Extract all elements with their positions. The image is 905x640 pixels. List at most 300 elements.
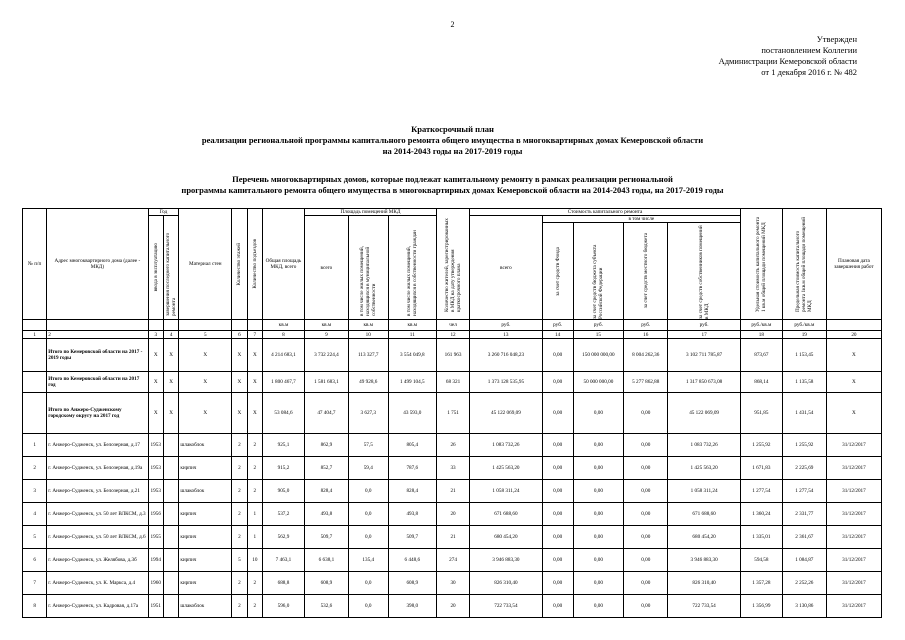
unit-cell: руб. (624, 320, 668, 331)
table-cell: 688,8 (263, 572, 305, 595)
table-cell: 30 (437, 572, 470, 595)
unit-cell: руб./кв.м (740, 320, 782, 331)
table-cell: 1 671,83 (740, 457, 782, 480)
table-cell: 2 (232, 434, 247, 457)
table-cell: г. Анжеро-Судженск, ул. Желябова, д.3б (47, 549, 148, 572)
table-row (23, 572, 882, 595)
table-cell: 7 463,1 (263, 549, 305, 572)
table-cell: 31/12/2017 (826, 572, 881, 595)
table-cell: 1 153,45 (782, 339, 826, 372)
table-cell: 1 373 128 535,95 (470, 372, 543, 393)
unit-cell: кв.м (304, 320, 348, 331)
table-cell: 20 (437, 595, 470, 618)
unit-cell: руб. (573, 320, 624, 331)
table-cell: 31/12/2017 (826, 595, 881, 618)
table-cell: 1 425 563,20 (668, 457, 741, 480)
table-cell: 2 (23, 457, 47, 480)
table-cell: 47 404,7 (304, 393, 348, 434)
table-cell: 0,00 (624, 549, 668, 572)
table-cell: 7 (247, 331, 262, 339)
header-unit-cost: Удельная стоимость капитального ремонта 1 кв.м общей площади помещений МКД (740, 209, 782, 320)
table-cell: 1 751 (437, 393, 470, 434)
table-cell (23, 393, 47, 434)
table-cell: X (232, 372, 247, 393)
table-cell: 537,2 (263, 503, 305, 526)
table-cell: 4 (23, 503, 47, 526)
table-cell: 3 554 049,8 (388, 339, 436, 372)
table-cell (163, 434, 178, 457)
table-cell: 31/12/2017 (826, 434, 881, 457)
table-cell: шлакоблок (179, 480, 232, 503)
table-cell: 1 499 104,5 (388, 372, 436, 393)
table-cell: X (232, 339, 247, 372)
header-year-built: ввода в эксплуатацию (148, 216, 163, 320)
table-cell: 3 946 883,30 (470, 549, 543, 572)
table-cell: 31/12/2017 (826, 526, 881, 549)
table-cell: 2 (247, 434, 262, 457)
table-cell: кирпич (179, 526, 232, 549)
table-cell: 0,00 (573, 457, 624, 480)
title-line: на 2014-2043 годы на 2017-2019 годы (382, 146, 523, 156)
table-cell: 53 084,6 (263, 393, 305, 434)
table-cell: 6 638,1 (304, 549, 348, 572)
approval-line: Утвержден (816, 34, 857, 44)
table-cell: 1 (247, 526, 262, 549)
table-cell: 59,4 (348, 457, 388, 480)
table-cell: 0,00 (624, 434, 668, 457)
approval-line: постановлением Коллегии (761, 45, 857, 55)
table-cell: X (247, 339, 262, 372)
page-number: 2 (450, 20, 455, 29)
table-cell: 0,00 (542, 457, 573, 480)
table-cell: 0,00 (573, 549, 624, 572)
table-cell: 868,14 (740, 372, 782, 393)
table-cell: 862,9 (304, 434, 348, 457)
table-cell: г. Анжеро-Судженск, ул. Кадровая, д.17а (47, 595, 148, 618)
table-cell: 6 (232, 331, 247, 339)
table-cell: Итого по Анжеро-Судженскому городскому округу на 2017 год (47, 393, 148, 434)
table-cell: 0,00 (542, 595, 573, 618)
table-cell: 3 (148, 331, 163, 339)
table-cell: 15 (573, 331, 624, 339)
table-cell: 11 (388, 331, 436, 339)
table-cell: 3 102 711 785,87 (668, 339, 741, 372)
total-row (23, 372, 882, 393)
table-cell: 852,7 (304, 457, 348, 480)
table-cell: 6 448,6 (388, 549, 436, 572)
table-cell: 0,00 (542, 434, 573, 457)
table-cell: 1 084,87 (782, 549, 826, 572)
total-row (23, 339, 882, 372)
header-residents: Количество жителей, зарегистрированных в МКД на дату утверждения краткосрочного плана (437, 209, 470, 320)
unit-cell (47, 320, 148, 331)
table-cell: 0,00 (573, 595, 624, 618)
table-cell: X (179, 339, 232, 372)
table-cell: 1953 (148, 480, 163, 503)
table-cell: X (179, 393, 232, 434)
table-cell: 3 (23, 480, 47, 503)
table-cell (163, 503, 178, 526)
table-cell: кирпич (179, 503, 232, 526)
header-num: № п/п (23, 209, 47, 320)
table-row (23, 480, 882, 503)
unit-cell: кв.м (388, 320, 436, 331)
table-cell: 0,00 (542, 480, 573, 503)
table-cell: 1 (23, 331, 47, 339)
table-cell: 2 (47, 331, 148, 339)
table-cell: 2 361,67 (782, 526, 826, 549)
table-cell: 1 083 732,26 (668, 434, 741, 457)
table-cell: 3 627,3 (348, 393, 388, 434)
table-cell: 680 454,20 (668, 526, 741, 549)
table-cell: 493,8 (304, 503, 348, 526)
table-cell: 26 (437, 434, 470, 457)
table-cell: 0,00 (573, 393, 624, 434)
header-cost-total: всего (470, 216, 543, 320)
header-including: в том числе (542, 216, 740, 223)
table-cell: 33 (437, 457, 470, 480)
table-cell (163, 480, 178, 503)
table-cell: г. Анжеро-Судженск, ул. 50 лет ВЛКСМ, д.3 (47, 503, 148, 526)
table-cell: 2 331,77 (782, 503, 826, 526)
table-cell: X (826, 339, 881, 372)
approval-block (617, 34, 857, 78)
unit-cell (232, 320, 247, 331)
header-total-area: Общая площадь МКД, всего (263, 209, 305, 320)
table-cell: 671 688,60 (470, 503, 543, 526)
table-cell: 1 335,01 (740, 526, 782, 549)
table-cell: 31/12/2017 (826, 457, 881, 480)
table-cell: 1953 (148, 457, 163, 480)
table-cell (163, 595, 178, 618)
header-wall-material: Материал стен (179, 209, 232, 320)
table-cell: 1 (23, 434, 47, 457)
table-cell: 951,85 (740, 393, 782, 434)
table-cell: 3 260 716 048,23 (470, 339, 543, 372)
table-cell: 1 431,54 (782, 393, 826, 434)
table-cell: 4 214 683,1 (263, 339, 305, 372)
unit-cell (23, 320, 47, 331)
table-cell: 608,9 (388, 572, 436, 595)
table-cell: 1 277,54 (782, 480, 826, 503)
table-cell (23, 372, 47, 393)
table-cell: 43 593,0 (388, 393, 436, 434)
table-cell: 828,4 (388, 480, 436, 503)
table-cell: 2 (232, 480, 247, 503)
table-cell: 0,0 (348, 572, 388, 595)
table-cell: 1 083 732,26 (470, 434, 543, 457)
table-cell: 113 327,7 (348, 339, 388, 372)
table-cell: X (232, 393, 247, 434)
table-cell: X (179, 372, 232, 393)
table-cell: 5 277 862,88 (624, 372, 668, 393)
table-cell: 0,00 (624, 457, 668, 480)
table-cell: шлакоблок (179, 595, 232, 618)
table-cell: 57,5 (348, 434, 388, 457)
table-cell: 1 425 563,20 (470, 457, 543, 480)
table-cell: 915,2 (263, 457, 305, 480)
table-cell: 161 963 (437, 339, 470, 372)
table-cell: кирпич (179, 572, 232, 595)
table-cell: Итого по Кемеровской области на 2017 - 2019 годы (47, 339, 148, 372)
table-row (23, 434, 882, 457)
table-cell: 150 000 000,00 (573, 339, 624, 372)
table-cell: 2 (232, 595, 247, 618)
table-cell (163, 457, 178, 480)
table-cell: 0,00 (542, 526, 573, 549)
table-cell: 0,00 (624, 572, 668, 595)
table-cell: 2 252,26 (782, 572, 826, 595)
table-cell: 45 122 069,09 (668, 393, 741, 434)
table-cell: 0,00 (542, 503, 573, 526)
table-cell: 1994 (148, 549, 163, 572)
table-cell: 805,4 (388, 434, 436, 457)
table-cell: 8 (263, 331, 305, 339)
table-cell: 594,58 (740, 549, 782, 572)
table-cell: 1 (247, 503, 262, 526)
table-cell: 8 004 262,36 (624, 339, 668, 372)
table-cell: 31/12/2017 (826, 549, 881, 572)
table-cell: 1 360,24 (740, 503, 782, 526)
table-cell: 0,00 (624, 480, 668, 503)
table-cell: 0,0 (348, 595, 388, 618)
table-cell: X (163, 393, 178, 434)
table-cell: 722 733,54 (470, 595, 543, 618)
subtitle-line: Перечень многоквартирных домов, которые подлежат капитальному ремонту в рамках реализации региональной (232, 174, 673, 184)
header-planned-date: Плановая дата завершения работ (826, 209, 881, 320)
table-cell: 0,00 (542, 339, 573, 372)
table-cell: 2 (232, 572, 247, 595)
table-cell: 532,6 (304, 595, 348, 618)
table-cell: 0,00 (573, 503, 624, 526)
table-cell: 1 356,99 (740, 595, 782, 618)
table-cell: 12 (437, 331, 470, 339)
table-cell: 671 688,60 (668, 503, 741, 526)
table-cell: 2 (247, 595, 262, 618)
table-cell: 0,0 (348, 503, 388, 526)
table-cell: кирпич (179, 457, 232, 480)
table-cell: 0,00 (573, 480, 624, 503)
table-cell: 1951 (148, 595, 163, 618)
table-cell: 3 732 224,4 (304, 339, 348, 372)
header-year-last-repair: завершения последнего капитального ремонта (163, 216, 178, 320)
table-cell: 1960 (148, 572, 163, 595)
table-cell: 1 581 683,1 (304, 372, 348, 393)
table-cell: 2 (247, 480, 262, 503)
table-cell: 17 (668, 331, 741, 339)
header-year-group: Год (148, 209, 179, 216)
table-cell: 274 (437, 549, 470, 572)
table-cell: 1 317 850 673,08 (668, 372, 741, 393)
table-cell: 21 (437, 526, 470, 549)
header-floors: Количество этажей (232, 209, 247, 320)
table-cell: X (148, 393, 163, 434)
header-cost-federal: за счет средств бюджета субъекта Российской Федерации (573, 223, 624, 320)
table-cell: 49 928,6 (348, 372, 388, 393)
table-cell: X (826, 372, 881, 393)
table-cell: 0,00 (573, 434, 624, 457)
table-cell: 1 255,92 (782, 434, 826, 457)
table-cell: 10 (348, 331, 388, 339)
table-cell: 608,9 (304, 572, 348, 595)
table-row (23, 503, 882, 526)
table-cell: 0,00 (542, 549, 573, 572)
table-cell: 1 135,58 (782, 372, 826, 393)
table-cell: г. Анжеро-Судженск, ул. Белозерная, д.19а (47, 457, 148, 480)
table-cell: 562,9 (263, 526, 305, 549)
header-area-total: всего (304, 216, 348, 320)
title-line: реализации региональной программы капитального ремонта общего имущества в многоквартирных домах Кемеровской области (201, 135, 704, 145)
unit-cell (826, 320, 881, 331)
approval-line: от 1 декабря 2016 г. № 482 (761, 67, 857, 77)
table-cell: X (163, 372, 178, 393)
table-cell: 398,0 (388, 595, 436, 618)
header-max-cost: Предельная стоимость капитального ремонта 1кв.м общей площади помещений МКД (782, 209, 826, 320)
table-cell: 0,00 (624, 393, 668, 434)
table-cell: 2 225,69 (782, 457, 826, 480)
table-cell: 19 (782, 331, 826, 339)
subtitle-line: программы капитального ремонта общего имущества в многоквартирных домах Кемеровской области на 2014-2043 годы, на 2017-2019 годы (181, 185, 724, 195)
table-cell: 826 310,40 (470, 572, 543, 595)
table-cell: 828,4 (304, 480, 348, 503)
table-cell: 68 321 (437, 372, 470, 393)
header-area-private: в том числе жилых помещений, находящихся в собственности граждан (388, 216, 436, 320)
table-cell: 1953 (148, 434, 163, 457)
table-row (23, 526, 882, 549)
table-cell: г. Анжеро-Судженск, ул. Белозерная, д.17 (47, 434, 148, 457)
table-cell: 0,00 (573, 572, 624, 595)
table-cell: кирпич (179, 549, 232, 572)
table-cell: 905,0 (263, 480, 305, 503)
unit-cell (247, 320, 262, 331)
table-cell: 5 (232, 549, 247, 572)
unit-cell: чел (437, 320, 470, 331)
table-cell: 3 946 883,30 (668, 549, 741, 572)
table-cell: 0,00 (573, 526, 624, 549)
table-cell: 873,67 (740, 339, 782, 372)
table-cell: 0,0 (348, 480, 388, 503)
table-cell: 20 (437, 503, 470, 526)
table-cell (163, 526, 178, 549)
table-row (23, 549, 882, 572)
table-cell: 0,00 (542, 572, 573, 595)
table-cell: 2 (232, 503, 247, 526)
table-cell: Итого по Кемеровской области на 2017 год (47, 372, 148, 393)
table-cell: г. Анжеро-Судженск, ул. 50 лет ВЛКСМ, д.6 (47, 526, 148, 549)
table-cell: 596,0 (263, 595, 305, 618)
table-cell: 493,8 (388, 503, 436, 526)
document-subtitle (0, 174, 905, 196)
table-cell: 3 130,86 (782, 595, 826, 618)
table-cell: 135,4 (348, 549, 388, 572)
table-cell: 509,7 (304, 526, 348, 549)
unit-cell (179, 320, 232, 331)
table-cell: X (247, 393, 262, 434)
table-cell: 13 (470, 331, 543, 339)
table-cell: 14 (542, 331, 573, 339)
unit-cell: руб. (542, 320, 573, 331)
table-cell (23, 339, 47, 372)
header-area-municipal: в том числе жилых помещений, находящихся в муниципальной собственности (348, 216, 388, 320)
table-cell: 2 (232, 526, 247, 549)
table-cell (163, 549, 178, 572)
table-cell: 2 (247, 457, 262, 480)
unit-cell: кв.м (348, 320, 388, 331)
table-cell (163, 572, 178, 595)
table-cell: 787,6 (388, 457, 436, 480)
table-cell: 0,00 (542, 372, 573, 393)
table-row (23, 457, 882, 480)
table-cell: 2 (247, 572, 262, 595)
table-cell: г. Анжеро-Судженск, ул. Белозерная, д.21 (47, 480, 148, 503)
unit-cell: кв.м (263, 320, 305, 331)
table-cell: 0,0 (348, 526, 388, 549)
repair-plan-table (22, 208, 882, 618)
header-address: Адрес многоквартирного дома (далее - МКД) (47, 209, 148, 320)
table-cell: 0,00 (624, 503, 668, 526)
table-cell: 1 800 467,7 (263, 372, 305, 393)
table-cell: 2 (232, 457, 247, 480)
header-cost-local: за счет средств местного бюджета (624, 223, 668, 320)
header-area-group: Площадь помещений МКД (304, 209, 436, 216)
table-cell: 509,7 (388, 526, 436, 549)
table-cell: 1 058 311,24 (470, 480, 543, 503)
table-cell: X (148, 339, 163, 372)
table-cell: 1956 (148, 503, 163, 526)
table-cell: X (163, 339, 178, 372)
table-cell: г. Анжеро-Судженск, ул. К. Маркса, д.4 (47, 572, 148, 595)
table-cell: 7 (23, 572, 47, 595)
table-cell: X (148, 372, 163, 393)
table-cell: 50 000 000,00 (573, 372, 624, 393)
table-cell: 8 (23, 595, 47, 618)
table-cell: 45 122 069,09 (470, 393, 543, 434)
table-cell: шлакоблок (179, 434, 232, 457)
table-cell: 925,1 (263, 434, 305, 457)
table-cell: 31/12/2017 (826, 503, 881, 526)
table-cell: 826 310,40 (668, 572, 741, 595)
table-cell: 0,00 (624, 526, 668, 549)
table-cell: 31/12/2017 (826, 480, 881, 503)
table-cell: 18 (740, 331, 782, 339)
table-cell: 21 (437, 480, 470, 503)
approval-line: Администрации Кемеровской области (718, 56, 857, 66)
header-cost-group: Стоимость капитального ремонта (470, 209, 741, 216)
header-entrances: Количество подъездов (247, 209, 262, 320)
table-cell: 4 (163, 331, 178, 339)
table-cell: 1 058 311,24 (668, 480, 741, 503)
table-cell: X (826, 393, 881, 434)
title-line: Краткосрочный план (411, 124, 494, 134)
table-cell: 0,00 (542, 393, 573, 434)
table-cell: 5 (179, 331, 232, 339)
table-row (23, 595, 882, 618)
unit-cell (163, 320, 178, 331)
header-cost-fund: за счет средств Фонда (542, 223, 573, 320)
table-cell: 5 (23, 526, 47, 549)
table-cell: 6 (23, 549, 47, 572)
table-cell: 1 277,54 (740, 480, 782, 503)
table-cell: 1 357,28 (740, 572, 782, 595)
table-cell: 1 255,92 (740, 434, 782, 457)
column-number-row (23, 331, 882, 339)
unit-cell (148, 320, 163, 331)
table-cell: 722 733,54 (668, 595, 741, 618)
table-cell: 9 (304, 331, 348, 339)
table-cell: 0,00 (624, 595, 668, 618)
table-cell: 1955 (148, 526, 163, 549)
table-cell: 10 (247, 549, 262, 572)
